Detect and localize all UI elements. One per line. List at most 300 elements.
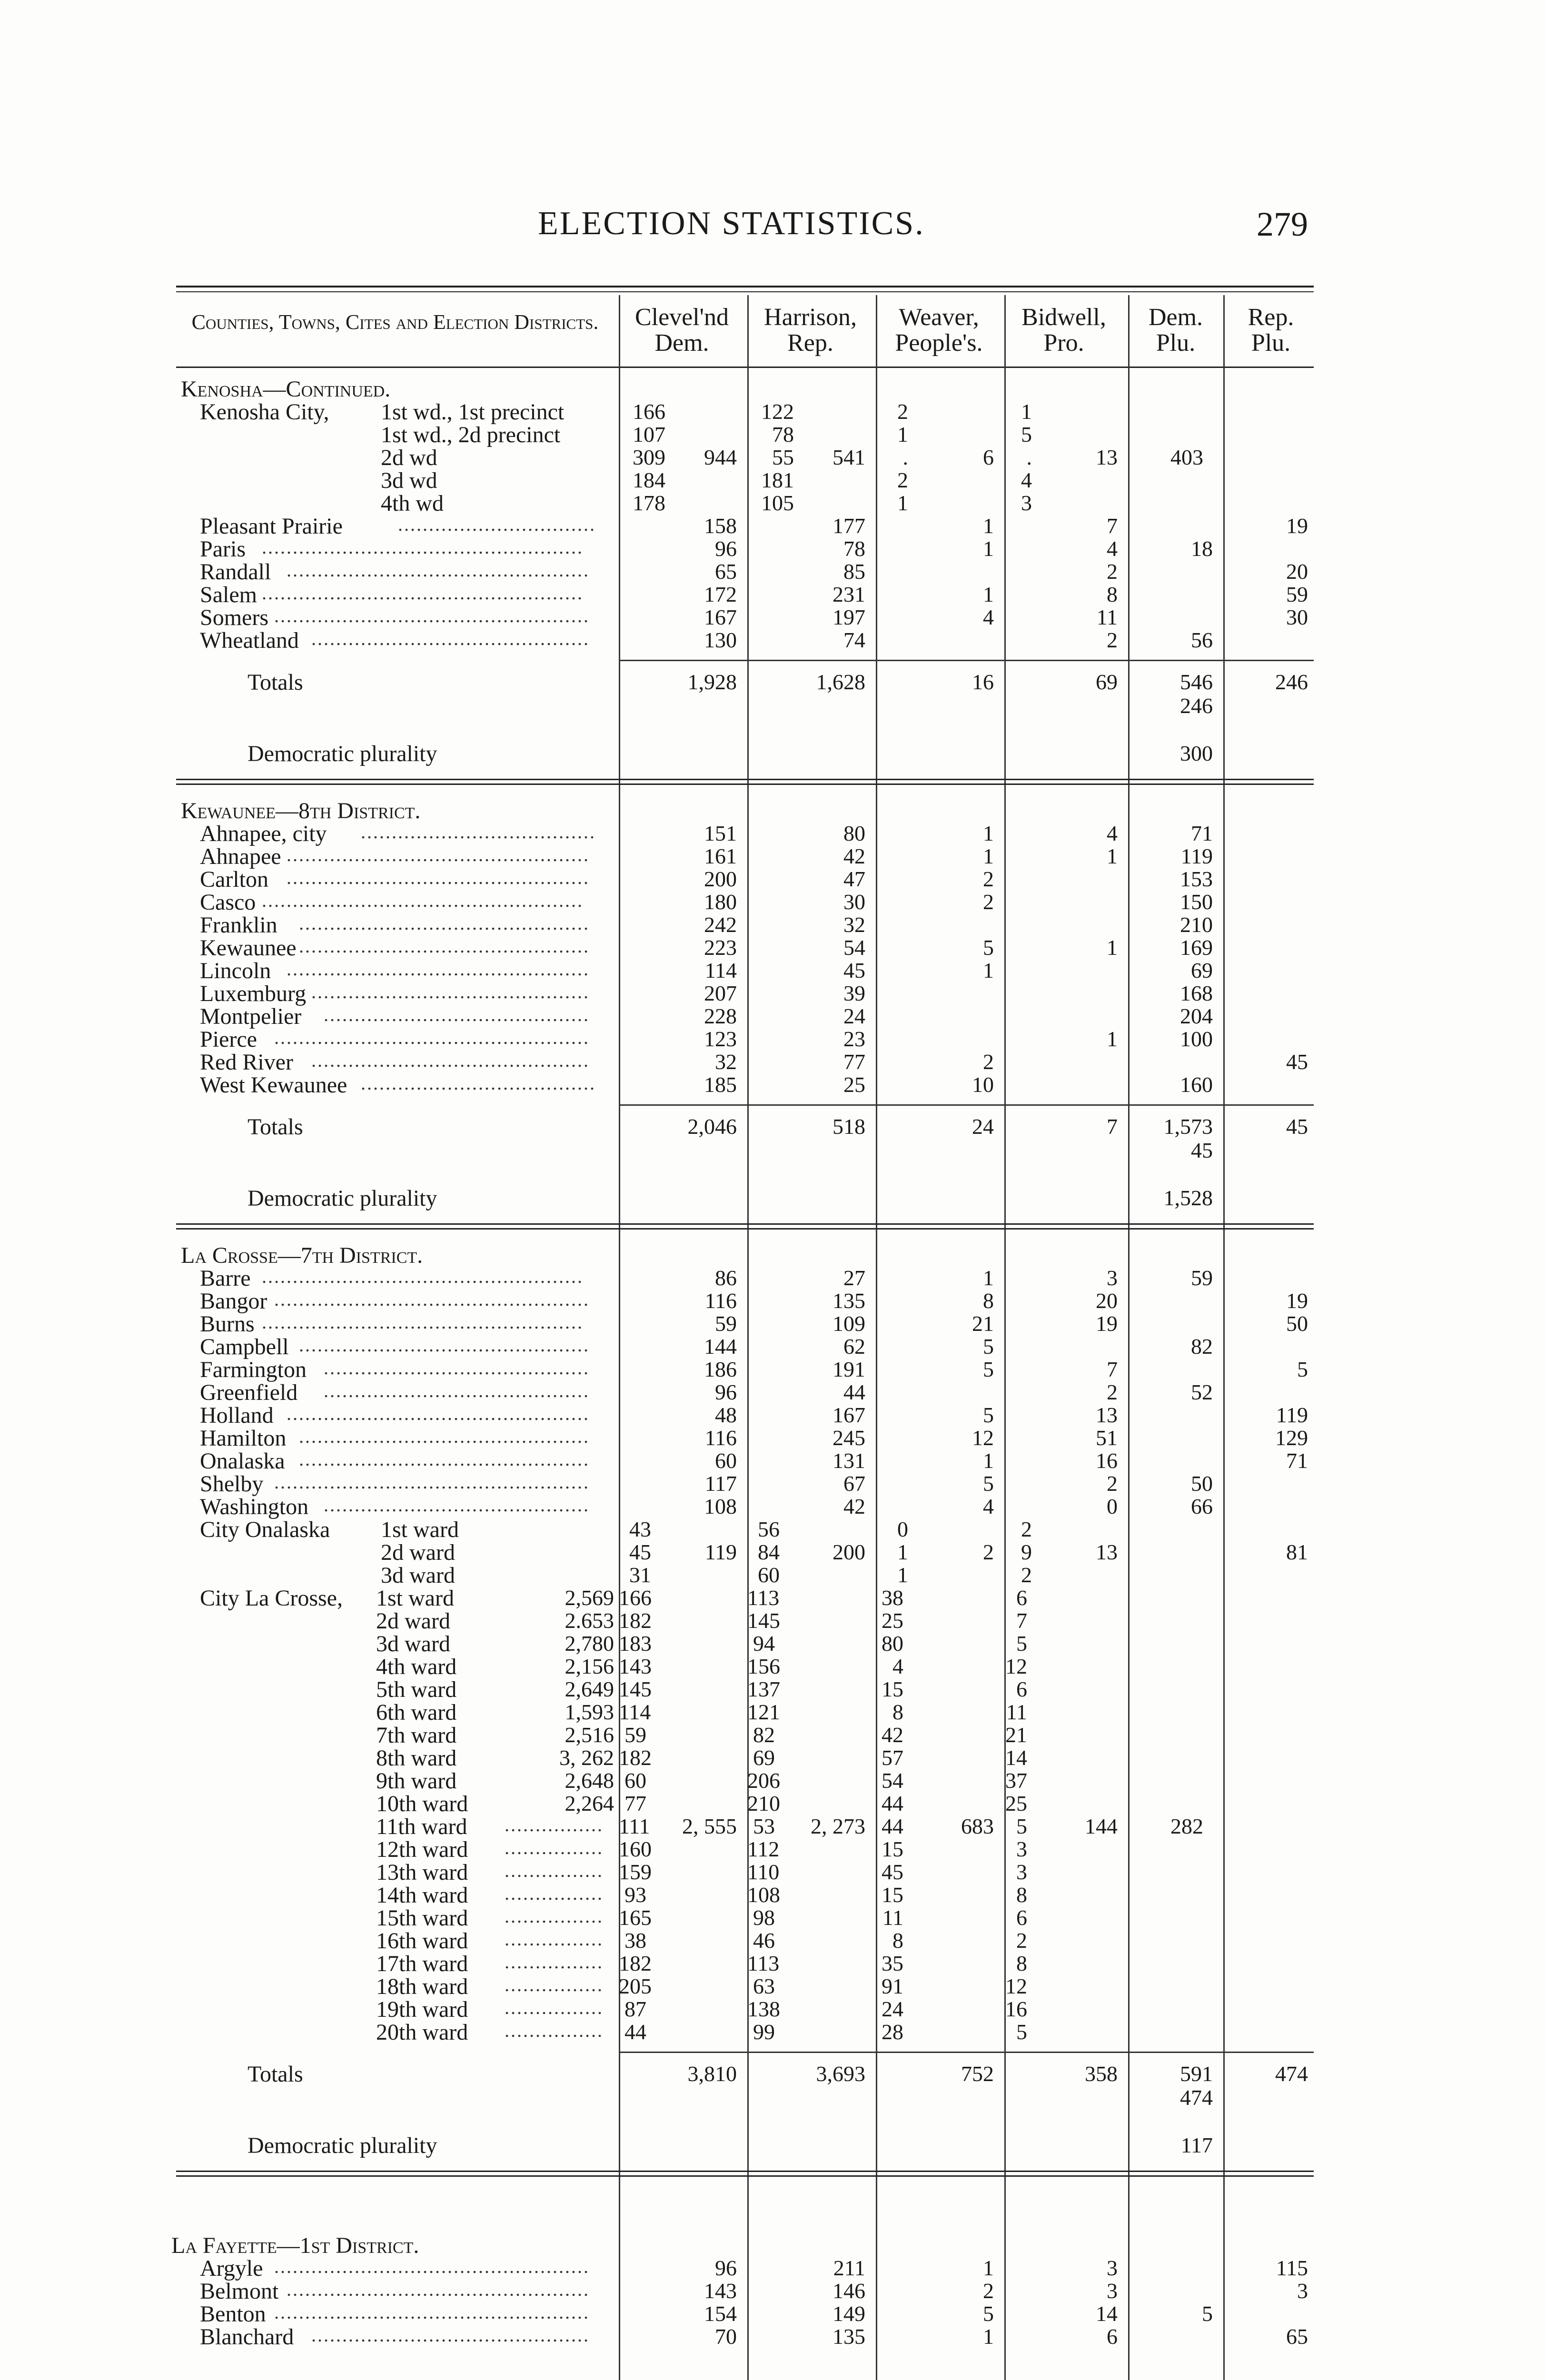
kenosha-rplu-3: 59 (1286, 582, 1308, 606)
lafayette-peo-2: 5 (983, 2301, 994, 2326)
lacrosse-dem-7: 116 (704, 1426, 737, 1450)
lacrosse-pro-2: 19 (1096, 1311, 1118, 1336)
kewaunee-dplu-6: 69 (1191, 958, 1213, 982)
lacrosse-city-pro-7: 14 (1005, 1745, 1027, 1770)
lacrosse-end-rule (176, 2171, 1314, 2172)
kewaunee-plurality-label: Democratic plurality (248, 1186, 437, 1211)
kenosha-city-dem-0: 166 (633, 399, 665, 424)
dot-leader: ........................................... (324, 1357, 590, 1378)
lacrosse-city-peo-14: 11 (882, 1905, 903, 1930)
page-number: 279 (1257, 205, 1308, 243)
kewaunee-pro-0: 4 (1107, 821, 1118, 845)
kewaunee-rep-8: 24 (843, 1004, 865, 1028)
lacrosse-city-pop-4: 2,649 (565, 1677, 614, 1701)
onalaska-label: City Onalaska (200, 1517, 330, 1542)
dot-leader: ............................................. (311, 981, 590, 1002)
kewaunee-rep-7: 39 (843, 981, 865, 1005)
lacrosse-plurality-value: 117 (1180, 2133, 1213, 2157)
lacrosse-city-pro-17: 12 (1005, 1974, 1027, 1998)
kewaunee-dplu-11: 160 (1180, 1072, 1213, 1097)
lafayette-rep-0: 211 (833, 2256, 865, 2280)
lacrosse-dplu-3: 82 (1191, 1334, 1213, 1359)
lacrosse-city-pro-19: 5 (1016, 2020, 1027, 2044)
lacrosse-city-ward-17: 18th ward (376, 1974, 468, 1999)
kewaunee-peo-11: 10 (972, 1072, 994, 1097)
lacrosse-city-dem-2: 183 (619, 1631, 652, 1656)
kenosha-end-rule (176, 779, 1314, 780)
lacrosse-city-ward-5: 6th ward (376, 1700, 457, 1725)
kenosha-rplu-2: 20 (1286, 559, 1308, 584)
kewaunee-totals-peo: 24 (972, 1114, 994, 1139)
lacrosse-label-0: Barre (200, 1266, 251, 1291)
lafayette-label-3: Blanchard (200, 2324, 294, 2350)
onalaska-rep-0: 56 (758, 1517, 780, 1541)
lacrosse-city-peo-1: 25 (882, 1608, 903, 1633)
lacrosse-city-ward-0: 1st ward (376, 1586, 454, 1611)
kenosha-city-ward-2: 2d wd (381, 445, 437, 470)
kewaunee-dem-6: 114 (704, 958, 737, 982)
kenosha-totals-peo: 16 (972, 670, 994, 694)
kewaunee-dem-7: 207 (704, 981, 737, 1005)
dot-leader: ................ (505, 1951, 604, 1973)
lacrosse-rplu-2: 50 (1286, 1311, 1308, 1336)
kenosha-city-total-dem: 944 (704, 445, 737, 469)
dot-leader: ...................................... (361, 1072, 596, 1094)
dot-leader: ...................................... (361, 821, 596, 843)
kenosha-plurality-label: Democratic plurality (248, 741, 437, 766)
lacrosse-city-pro-1: 7 (1016, 1608, 1027, 1633)
lacrosse-city-peo-4: 15 (882, 1677, 903, 1701)
kewaunee-rep-6: 45 (843, 958, 865, 982)
kewaunee-peo-6: 1 (983, 958, 994, 982)
kewaunee-rep-0: 80 (843, 821, 865, 845)
kewaunee-dem-5: 223 (704, 935, 737, 960)
kenosha-city-dem-3: 184 (633, 468, 665, 492)
kewaunee-rep-10: 77 (843, 1050, 865, 1074)
kenosha-rep-2: 85 (843, 559, 865, 584)
lacrosse-rep-10: 42 (843, 1494, 865, 1518)
kenosha-rep-5: 74 (843, 628, 865, 652)
lacrosse-peo-10: 4 (983, 1494, 994, 1518)
lacrosse-label-3: Campbell (200, 1334, 289, 1359)
lacrosse-city-ward-7: 8th ward (376, 1745, 457, 1771)
lafayette-rep-2: 149 (832, 2301, 865, 2326)
lacrosse-city-ward-13: 14th ward (376, 1883, 468, 1908)
kenosha-city-dem-4: 178 (633, 491, 665, 515)
kenosha-peo-0: 1 (983, 514, 994, 538)
kenosha-rplu-0: 19 (1286, 514, 1308, 538)
lacrosse-city-rep-18: 138 (747, 1997, 780, 2021)
kewaunee-rep-2: 47 (843, 867, 865, 891)
kenosha-totals-pro: 69 (1096, 670, 1118, 694)
lafayette-label-0: Argyle (200, 2256, 263, 2281)
kenosha-label-4: Somers (200, 605, 268, 630)
dot-leader: ............................................... (299, 935, 590, 957)
lacrosse-city-ward-2: 3d ward (376, 1631, 450, 1656)
lacrosse-city-rep-10: 53 (753, 1814, 775, 1838)
lacrosse-city-peo-2: 80 (882, 1631, 903, 1656)
dot-leader: ................ (505, 1883, 604, 1904)
lacrosse-rep-1: 135 (832, 1289, 865, 1313)
kenosha-label-1: Paris (200, 536, 246, 562)
lacrosse-dplu-5: 52 (1191, 1380, 1213, 1404)
onalaska-ward-0: 1st ward (381, 1517, 459, 1542)
lafayette-dem-2: 154 (704, 2301, 737, 2326)
kewaunee-dplu-1: 119 (1180, 844, 1213, 868)
lacrosse-city-peo-9: 44 (882, 1791, 903, 1815)
lacrosse-city-rep-3: 156 (747, 1654, 780, 1678)
top-rule-2 (176, 291, 1314, 292)
lacrosse-city-peo-0: 38 (882, 1586, 903, 1610)
lacrosse-peo-8: 1 (983, 1448, 994, 1473)
kewaunee-totals-pro: 7 (1107, 1114, 1118, 1139)
lacrosse-dem-5: 96 (715, 1380, 737, 1404)
kewaunee-label-4: Franklin (200, 912, 277, 938)
dot-leader: ............................................. (311, 2324, 590, 2346)
kewaunee-peo-10: 2 (983, 1050, 994, 1074)
lacrosse-city-ward-12: 13th ward (376, 1860, 468, 1885)
lacrosse-city-dem-3: 143 (619, 1654, 652, 1678)
lacrosse-rplu-8: 71 (1286, 1448, 1308, 1473)
kenosha-city-rep-4: 105 (761, 491, 794, 515)
dot-leader: ........................................... (324, 1494, 590, 1516)
lafayette-peo-1: 2 (983, 2279, 994, 2303)
kewaunee-dplu-4: 210 (1180, 912, 1213, 937)
kenosha-label-2: Randall (200, 559, 271, 585)
lacrosse-city-total-pro: 144 (1085, 1814, 1118, 1838)
kewaunee-pro-1: 1 (1107, 844, 1118, 868)
dot-leader: ................................ (398, 514, 596, 535)
lacrosse-city-pop-8: 2,648 (565, 1768, 614, 1793)
kenosha-city-rep-3: 181 (761, 468, 794, 492)
dot-leader: ................ (505, 1837, 604, 1858)
lacrosse-city-dem-19: 44 (624, 2020, 646, 2044)
lafayette-pro-2: 14 (1096, 2301, 1118, 2326)
dot-leader: ................................................... (274, 2301, 590, 2323)
lacrosse-dem-8: 60 (715, 1448, 737, 1473)
kewaunee-pro-5: 1 (1107, 935, 1118, 960)
lafayette-rplu-0: 115 (1276, 2256, 1308, 2280)
lacrosse-city-pro-2: 5 (1016, 1631, 1027, 1656)
kenosha-city-dem-1: 107 (633, 422, 665, 446)
lacrosse-peo-6: 5 (983, 1403, 994, 1427)
lacrosse-city-rep-0: 113 (747, 1586, 780, 1610)
dot-leader: ................ (505, 1928, 604, 1950)
lacrosse-city-peo-7: 57 (882, 1745, 903, 1770)
lacrosse-city-ward-8: 9th ward (376, 1768, 457, 1794)
lacrosse-city-dem-17: 205 (619, 1974, 652, 1998)
kewaunee-plurality-value: 1,528 (1163, 1186, 1213, 1210)
dot-leader: ................................................. (287, 867, 590, 888)
lacrosse-city-ward-11: 12th ward (376, 1837, 468, 1862)
lacrosse-city-pro-0: 6 (1016, 1586, 1027, 1610)
lacrosse-label-9: Shelby (200, 1471, 264, 1497)
lacrosse-city-ward-3: 4th ward (376, 1654, 457, 1679)
lacrosse-peo-3: 5 (983, 1334, 994, 1359)
kewaunee-dplu-7: 168 (1180, 981, 1213, 1005)
lacrosse-dem-4: 186 (704, 1357, 737, 1381)
onalaska-peo-2: 1 (897, 1563, 908, 1587)
lacrosse-dplu-10: 66 (1191, 1494, 1213, 1518)
lacrosse-city-pro-16: 8 (1016, 1951, 1027, 1975)
kewaunee-rep-5: 54 (843, 935, 865, 960)
lacrosse-city-pro-15: 2 (1016, 1928, 1027, 1953)
lacrosse-city-peo-3: 4 (892, 1654, 903, 1678)
lacrosse-dem-6: 48 (715, 1403, 737, 1427)
lacrosse-city-pop-6: 2,516 (565, 1723, 614, 1747)
kewaunee-dplu-0: 71 (1191, 821, 1213, 845)
lacrosse-city-pro-3: 12 (1005, 1654, 1027, 1678)
lacrosse-city-pop-1: 2.653 (565, 1608, 614, 1633)
kenosha-label-0: Pleasant Prairie (200, 514, 343, 539)
lacrosse-dem-2: 59 (715, 1311, 737, 1336)
lacrosse-city-dem-15: 38 (624, 1928, 646, 1953)
lacrosse-rep-0: 27 (843, 1266, 865, 1290)
kewaunee-dem-1: 161 (704, 844, 737, 868)
onalaska-rep-1: 84 (758, 1540, 780, 1564)
lacrosse-city-ward-14: 15th ward (376, 1905, 468, 1931)
kenosha-rep-3: 231 (832, 582, 865, 606)
lacrosse-city-dem-0: 166 (619, 1586, 652, 1610)
col-head-bidwell: Bidwell, Pro. (1021, 304, 1106, 357)
lacrosse-city-peo-11: 15 (882, 1837, 903, 1861)
lacrosse-city-pop-2: 2,780 (565, 1631, 614, 1656)
lafayette-rplu-1: 3 (1297, 2279, 1308, 2303)
kenosha-totals-rep: 1,628 (816, 670, 865, 694)
header-bottom-rule (176, 367, 1314, 368)
onalaska-pro-0: 2 (1021, 1517, 1032, 1541)
lafayette-dem-1: 143 (704, 2279, 737, 2303)
dot-leader: ........................................... (324, 1380, 590, 1401)
lacrosse-dem-10: 108 (704, 1494, 737, 1518)
lacrosse-city-pop-7: 3, 262 (559, 1745, 614, 1770)
kewaunee-dem-8: 228 (704, 1004, 737, 1028)
lacrosse-rep-4: 191 (832, 1357, 865, 1381)
lacrosse-city-peo-12: 45 (882, 1860, 903, 1884)
lafayette-heading: La Fayette—1st District. (171, 2233, 419, 2258)
kewaunee-label-6: Lincoln (200, 958, 271, 983)
dot-leader: ................................................. (287, 559, 590, 581)
lacrosse-city-pro-11: 3 (1016, 1837, 1027, 1861)
col-head-dem-plu: Dem. Plu. (1148, 304, 1203, 357)
onalaska-peo-1: 1 (897, 1540, 908, 1564)
lacrosse-city-ward-18: 19th ward (376, 1997, 468, 2022)
dot-leader: ............................................... (299, 912, 590, 934)
kewaunee-dplu-2: 153 (1180, 867, 1213, 891)
lacrosse-city-rep-6: 82 (753, 1723, 775, 1747)
lacrosse-dplu-0: 59 (1191, 1266, 1213, 1290)
onalaska-ward-1: 2d ward (381, 1540, 455, 1565)
kewaunee-totals-dplu2: 45 (1191, 1138, 1213, 1162)
lacrosse-label-2: Burns (200, 1311, 255, 1337)
lacrosse-city-peo-15: 8 (892, 1928, 903, 1953)
dot-leader: ............................................... (299, 1426, 590, 1447)
lafayette-label-1: Belmont (200, 2279, 279, 2304)
lacrosse-rep-3: 62 (843, 1334, 865, 1359)
lacrosse-city-dem-10: 111 (619, 1814, 650, 1838)
kewaunee-rep-11: 25 (843, 1072, 865, 1097)
lacrosse-pro-4: 7 (1107, 1357, 1118, 1381)
lacrosse-rep-2: 109 (832, 1311, 865, 1336)
kewaunee-totals-dplu: 1,573 (1163, 1114, 1213, 1139)
lacrosse-dem-1: 116 (704, 1289, 737, 1313)
kenosha-city-pro-1: 5 (1021, 422, 1032, 446)
lacrosse-rplu-7: 129 (1275, 1426, 1308, 1450)
lacrosse-end-rule (176, 2175, 1314, 2177)
kewaunee-dem-2: 200 (704, 867, 737, 891)
col-head-weaver: Weaver, People's. (895, 304, 983, 357)
lacrosse-city-pop-5: 1,593 (565, 1700, 614, 1724)
onalaska-total-peo: 2 (983, 1540, 994, 1564)
lacrosse-city-ward-16: 17th ward (376, 1951, 468, 1976)
onalaska-dem-1: 45 (629, 1540, 651, 1564)
lacrosse-city-peo-19: 28 (882, 2020, 903, 2044)
kewaunee-dem-3: 180 (704, 890, 737, 914)
kewaunee-dplu-5: 169 (1180, 935, 1213, 960)
lacrosse-city-pop-9: 2,264 (565, 1791, 614, 1815)
kenosha-peo-1: 1 (983, 536, 994, 561)
lacrosse-city-pro-4: 6 (1016, 1677, 1027, 1701)
onalaska-pro-2: 2 (1021, 1563, 1032, 1587)
lacrosse-city-pro-5: 11 (1006, 1700, 1027, 1724)
lacrosse-label-5: Greenfield (200, 1380, 298, 1405)
kewaunee-dem-4: 242 (704, 912, 737, 937)
lacrosse-dem-9: 117 (704, 1471, 737, 1496)
kewaunee-dplu-9: 100 (1180, 1027, 1213, 1051)
lacrosse-city-dem-13: 93 (624, 1883, 646, 1907)
kewaunee-label-1: Ahnapee (200, 844, 281, 869)
dot-leader: .................................................... (262, 1266, 584, 1287)
kenosha-city-ward-4: 4th wd (381, 491, 444, 516)
dot-leader: ................................................... (274, 2256, 590, 2277)
lacrosse-totals-dplu: 591 (1180, 2062, 1213, 2086)
lacrosse-city-peo-18: 24 (882, 1997, 903, 2021)
kenosha-sum-rule (619, 660, 1314, 661)
dot-leader: ................................................... (274, 1027, 590, 1048)
kewaunee-dem-9: 123 (704, 1027, 737, 1051)
dot-leader: .................................................... (262, 536, 584, 558)
kenosha-rep-4: 197 (832, 605, 865, 629)
lafayette-peo-3: 1 (983, 2324, 994, 2349)
lacrosse-pro-5: 2 (1107, 1380, 1118, 1404)
lacrosse-label-4: Farmington (200, 1357, 307, 1382)
kewaunee-peo-3: 2 (983, 890, 994, 914)
kenosha-heading: Kenosha—Continued. (181, 377, 391, 402)
lacrosse-city-rep-19: 99 (753, 2020, 775, 2044)
lacrosse-city-dem-11: 160 (619, 1837, 652, 1861)
lafayette-peo-0: 1 (983, 2256, 994, 2280)
lacrosse-city-rep-14: 98 (753, 1905, 775, 1930)
onalaska-ward-2: 3d ward (381, 1563, 455, 1588)
dot-leader: ................ (505, 1997, 604, 2018)
lacrosse-city-peo-5: 8 (892, 1700, 903, 1724)
kewaunee-dplu-8: 204 (1180, 1004, 1213, 1028)
lafayette-pro-0: 3 (1107, 2256, 1118, 2280)
lacrosse-peo-0: 1 (983, 1266, 994, 1290)
lacrosse-city-dem-7: 182 (619, 1745, 652, 1770)
kenosha-city-ward-0: 1st wd., 1st precinct (381, 399, 565, 425)
lacrosse-rplu-1: 19 (1286, 1289, 1308, 1313)
kewaunee-pro-9: 1 (1107, 1027, 1118, 1051)
lacrosse-peo-1: 8 (983, 1289, 994, 1313)
kewaunee-dplu-3: 150 (1180, 890, 1213, 914)
lacrosse-city-peo-8: 54 (882, 1768, 903, 1793)
onalaska-total-dem: 119 (704, 1540, 737, 1564)
kewaunee-peo-0: 1 (983, 821, 994, 845)
kewaunee-peo-5: 5 (983, 935, 994, 960)
lafayette-rep-1: 146 (832, 2279, 865, 2303)
dot-leader: ............................................... (299, 1334, 590, 1356)
lacrosse-city-ward-1: 2d ward (376, 1608, 450, 1634)
kenosha-city-pro-3: 4 (1021, 468, 1032, 492)
lafayette-pro-3: 6 (1107, 2324, 1118, 2349)
kenosha-dem-1: 96 (715, 536, 737, 561)
kenosha-rplu-4: 30 (1286, 605, 1308, 629)
kewaunee-totals-rep: 518 (832, 1114, 865, 1139)
dot-leader: ................ (505, 2020, 604, 2041)
kenosha-dem-0: 158 (704, 514, 737, 538)
onalaska-rep-2: 60 (758, 1563, 780, 1587)
kenosha-pro-2: 2 (1107, 559, 1118, 584)
onalaska-pro-1: 9 (1021, 1540, 1032, 1564)
dot-leader: ........................................... (324, 1004, 590, 1025)
kenosha-totals-label: Totals (248, 670, 303, 695)
kenosha-end-rule (176, 783, 1314, 785)
kewaunee-totals-dem: 2,046 (687, 1114, 737, 1139)
kewaunee-rplu-10: 45 (1286, 1050, 1308, 1074)
col-head-districts: Counties, Towns, Cites and Election Districts. (191, 310, 599, 334)
lafayette-rep-3: 135 (832, 2324, 865, 2349)
kewaunee-peo-1: 1 (983, 844, 994, 868)
page-title: ELECTION STATISTICS. (538, 205, 925, 242)
lacrosse-pro-10: 0 (1107, 1494, 1118, 1518)
lacrosse-pro-8: 16 (1096, 1448, 1118, 1473)
kenosha-totals-dem: 1,928 (687, 670, 737, 694)
lacrosse-city-pro-18: 16 (1005, 1997, 1027, 2021)
dot-leader: .................................................... (262, 890, 584, 911)
lacrosse-pro-9: 2 (1107, 1471, 1118, 1496)
lacrosse-totals-dplu2: 474 (1180, 2085, 1213, 2110)
kewaunee-dem-0: 151 (704, 821, 737, 845)
lacrosse-city-ward-9: 10th ward (376, 1791, 468, 1816)
lacrosse-rplu-4: 5 (1297, 1357, 1308, 1381)
kenosha-city-peo-3: 2 (897, 468, 908, 492)
kenosha-city-ward-3: 3d wd (381, 468, 437, 493)
lacrosse-rep-8: 131 (832, 1448, 865, 1473)
onalaska-total-rplu: 81 (1286, 1540, 1308, 1564)
kenosha-pro-4: 11 (1096, 605, 1118, 629)
kenosha-plurality-value: 300 (1180, 741, 1213, 765)
dot-leader: ................................................... (274, 1471, 590, 1493)
lacrosse-pro-0: 3 (1107, 1266, 1118, 1290)
lacrosse-label-7: Hamilton (200, 1426, 287, 1451)
kenosha-pro-3: 8 (1107, 582, 1118, 606)
lacrosse-rep-7: 245 (832, 1426, 865, 1450)
kenosha-city-peo-1: 1 (897, 422, 908, 446)
lacrosse-peo-9: 5 (983, 1471, 994, 1496)
kewaunee-rep-3: 30 (843, 890, 865, 914)
onalaska-peo-0: 0 (897, 1517, 908, 1541)
lacrosse-city-pop-0: 2,569 (565, 1586, 614, 1610)
kenosha-label-3: Salem (200, 582, 257, 607)
onalaska-total-pro: 13 (1096, 1540, 1118, 1564)
lacrosse-rep-9: 67 (843, 1471, 865, 1496)
lacrosse-city-peo-6: 42 (882, 1723, 903, 1747)
lacrosse-dplu-9: 50 (1191, 1471, 1213, 1496)
col-head-rep-plu: Rep. Plu. (1248, 304, 1294, 357)
lacrosse-city-rep-5: 121 (747, 1700, 780, 1724)
kewaunee-label-0: Ahnapee, city (200, 821, 327, 846)
